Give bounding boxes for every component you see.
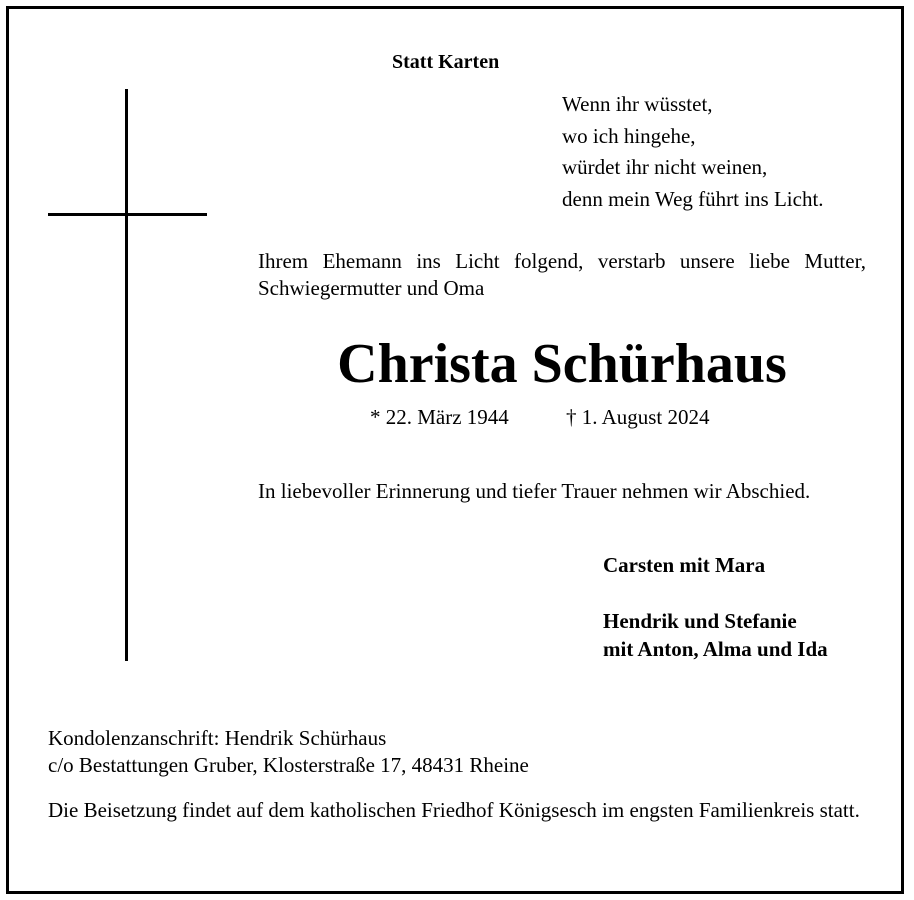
poem (562, 89, 824, 215)
birth-date: * 22. März 1944 (370, 405, 509, 429)
family-member: Hendrik und Stefanie (603, 609, 797, 633)
poem-line: wo ich hingehe, (562, 123, 696, 148)
condolence-address-line: c/o Bestattungen Gruber, Klosterstraße 17, 48431 Rheine (48, 753, 529, 777)
cross-horizontal-bar (48, 213, 207, 216)
cross-vertical-bar (125, 89, 128, 661)
deceased-name: Christa Schürhaus (337, 333, 787, 395)
burial-notice: Die Beisetzung findet auf dem katholischen Friedhof Königsesch im engsten Familienkreis statt. (48, 798, 860, 822)
poem-line: würdet ihr nicht weinen, (562, 155, 768, 179)
family-member: Carsten mit Mara (603, 553, 766, 577)
family-member: mit Anton, Alma und Ida (603, 637, 828, 661)
poem-line: Wenn ihr wüsstet, (562, 92, 713, 116)
death-date: † 1. August 2024 (566, 405, 710, 429)
closing-text: In liebevoller Erinnerung und tiefer Trauer nehmen wir Abschied. (258, 479, 811, 503)
header-label: Statt Karten (392, 51, 500, 73)
condolence-address-line: Kondolenzanschrift: Hendrik Schürhaus (48, 726, 387, 750)
intro-text: Ihrem Ehemann ins Licht folgend, verstarb unsere liebe Mutter, Schwiegermutter und Oma (258, 249, 866, 300)
poem-line: denn mein Weg führt ins Licht. (562, 186, 824, 211)
